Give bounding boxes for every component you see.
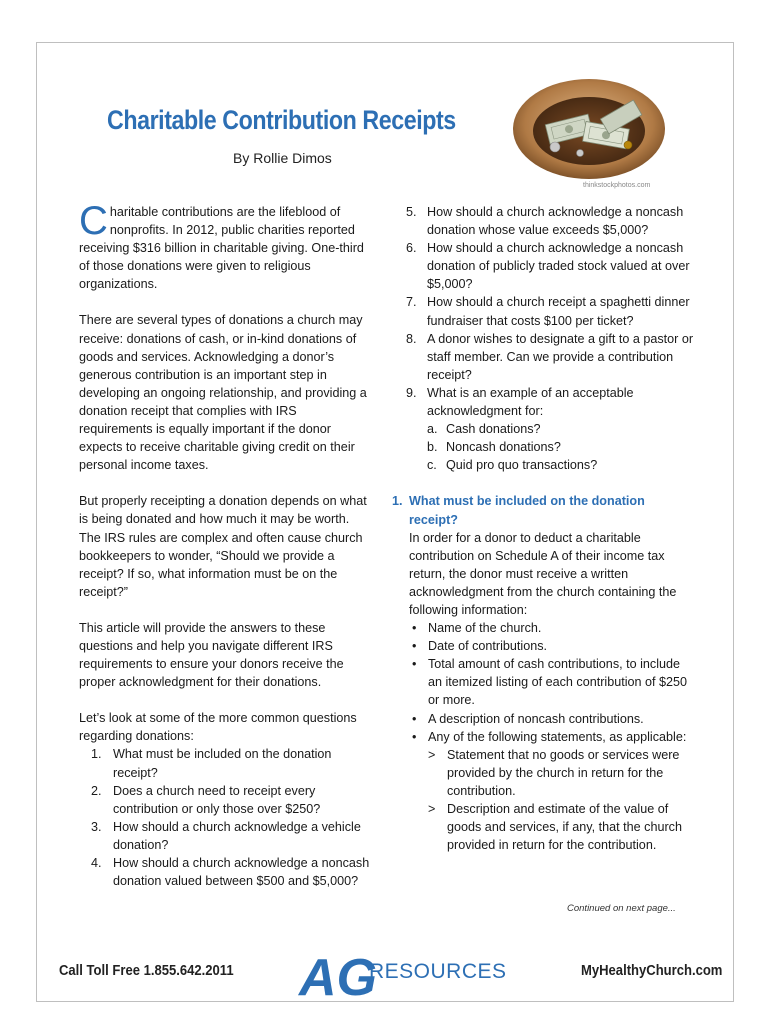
list-item: 4. How should a church acknowledge a noncash donation valued between $500 and $5,000?	[91, 856, 370, 889]
intro-paragraph	[79, 199, 371, 293]
left-column	[79, 199, 371, 890]
questions-intro: Let’s look at some of the more common questions regarding donations:	[79, 711, 357, 744]
continued-note: Continued on next page...	[567, 903, 676, 914]
list-item: 3. How should a church acknowledge a vehicle donation?	[91, 819, 361, 852]
statements-list	[428, 746, 697, 855]
list-item: 9. What is an example of an acceptable acknowledgment for: a. Cash donations? b. Noncash donations? c. Quid pro quo transactions?	[392, 384, 697, 474]
list-item: 2. Does a church need to receipt every contribution or only those over $250?	[91, 783, 321, 816]
footer-website: MyHealthyChurch.com	[581, 963, 723, 979]
list-item: > Statement that no goods or services were provided by the church in return for the contribution.	[428, 747, 680, 798]
list-item: 8. A donor wishes to designate a gift to a pastor or staff member. Can we provide a contribution receipt?	[406, 331, 694, 382]
list-item: 7. How should a church receipt a spaghetti dinner fundraiser that costs $100 per ticket?	[406, 295, 690, 328]
svg-text:AG: AG	[299, 949, 377, 1007]
logo-wordmark: RESOURCES	[369, 960, 507, 983]
answer-heading: 1. What must be included on the donation receipt?	[392, 494, 645, 527]
questions-list-left	[79, 745, 371, 890]
list-item: 5. How should a church acknowledge a noncash donation whose value exceeds $5,000?	[406, 205, 684, 238]
list-item: a. Cash donations?	[427, 422, 541, 437]
paragraph-article-purpose: This article will provide the answers to these questions and help you navigate different IRS requirements to ensure your donors receive the proper acknowledgment for their donations.	[79, 620, 344, 690]
article-title: Charitable Contribution Receipts	[107, 105, 456, 135]
answer-intro: In order for a donor to deduct a charitable contribution on Schedule A of their income tax return, the donor must receive a written acknowledgment from the church containing the following information:	[409, 530, 677, 617]
sub-questions-list	[427, 420, 697, 474]
document-page	[36, 42, 734, 1007]
paragraph-receipting: But properly receipting a donation depends on what is being donated and how much it may be worth. The IRS rules are complex and often cause church bookkeepers to wonder, “Should we provide a receipt? If so, what information must be on the receipt?”	[79, 494, 367, 599]
list-item: • Any of the following statements, as applicable: > Statement that no goods or services were provided by the church in return for the contribution. > Description and estimate of the value of goods and services, if any, that the church provided in return for the contribution.	[409, 728, 697, 855]
footer-phone: Call Toll Free 1.855.642.2011	[59, 963, 234, 979]
list-item: • A description of noncash contributions.	[412, 711, 644, 726]
ag-resources-logo	[299, 943, 509, 1007]
ag-logo-icon	[299, 943, 377, 1007]
list-item: • Name of the church.	[412, 621, 542, 636]
list-item: • Date of contributions.	[412, 639, 548, 654]
list-item: 1. What must be included on the donation receipt?	[91, 747, 332, 780]
photo-credit: thinkstockphotos.com	[583, 182, 651, 189]
list-item: b. Noncash donations?	[427, 440, 561, 455]
questions-list-right	[392, 203, 697, 474]
drop-cap: C	[79, 199, 108, 243]
list-item: 6. How should a church acknowledge a noncash donation of publicly traded stock valued at over $5,000?	[406, 241, 690, 292]
right-column	[392, 203, 697, 854]
paragraph-donation-types: There are several types of donations a church may receive: donations of cash, or in-kind donations of goods and services. Acknowledging a donor’s generous contribution is an important step in developing an ongoing relationship, and providing a donation receipt that complies with IRS requirements is equally important if the donor expects to receive charitable giving credit on their personal income taxes.	[79, 313, 367, 473]
list-item: • Total amount of cash contributions, to include an itemized listing of each contribution of $250 or more.	[412, 657, 688, 708]
receipt-requirements-list	[392, 619, 697, 854]
list-item: c. Quid pro quo transactions?	[427, 458, 598, 473]
intro-text: haritable contributions are the lifeblood of nonprofits. In 2012, public charities reported receiving $316 billion in charitable giving. One-third of those donations were given to religious organizations.	[79, 205, 364, 292]
offering-plate-image	[510, 73, 668, 181]
byline: By Rollie Dimos	[233, 150, 332, 166]
list-item: > Description and estimate of the value of goods and services, if any, that the church provided in return for the contribution.	[428, 802, 682, 853]
